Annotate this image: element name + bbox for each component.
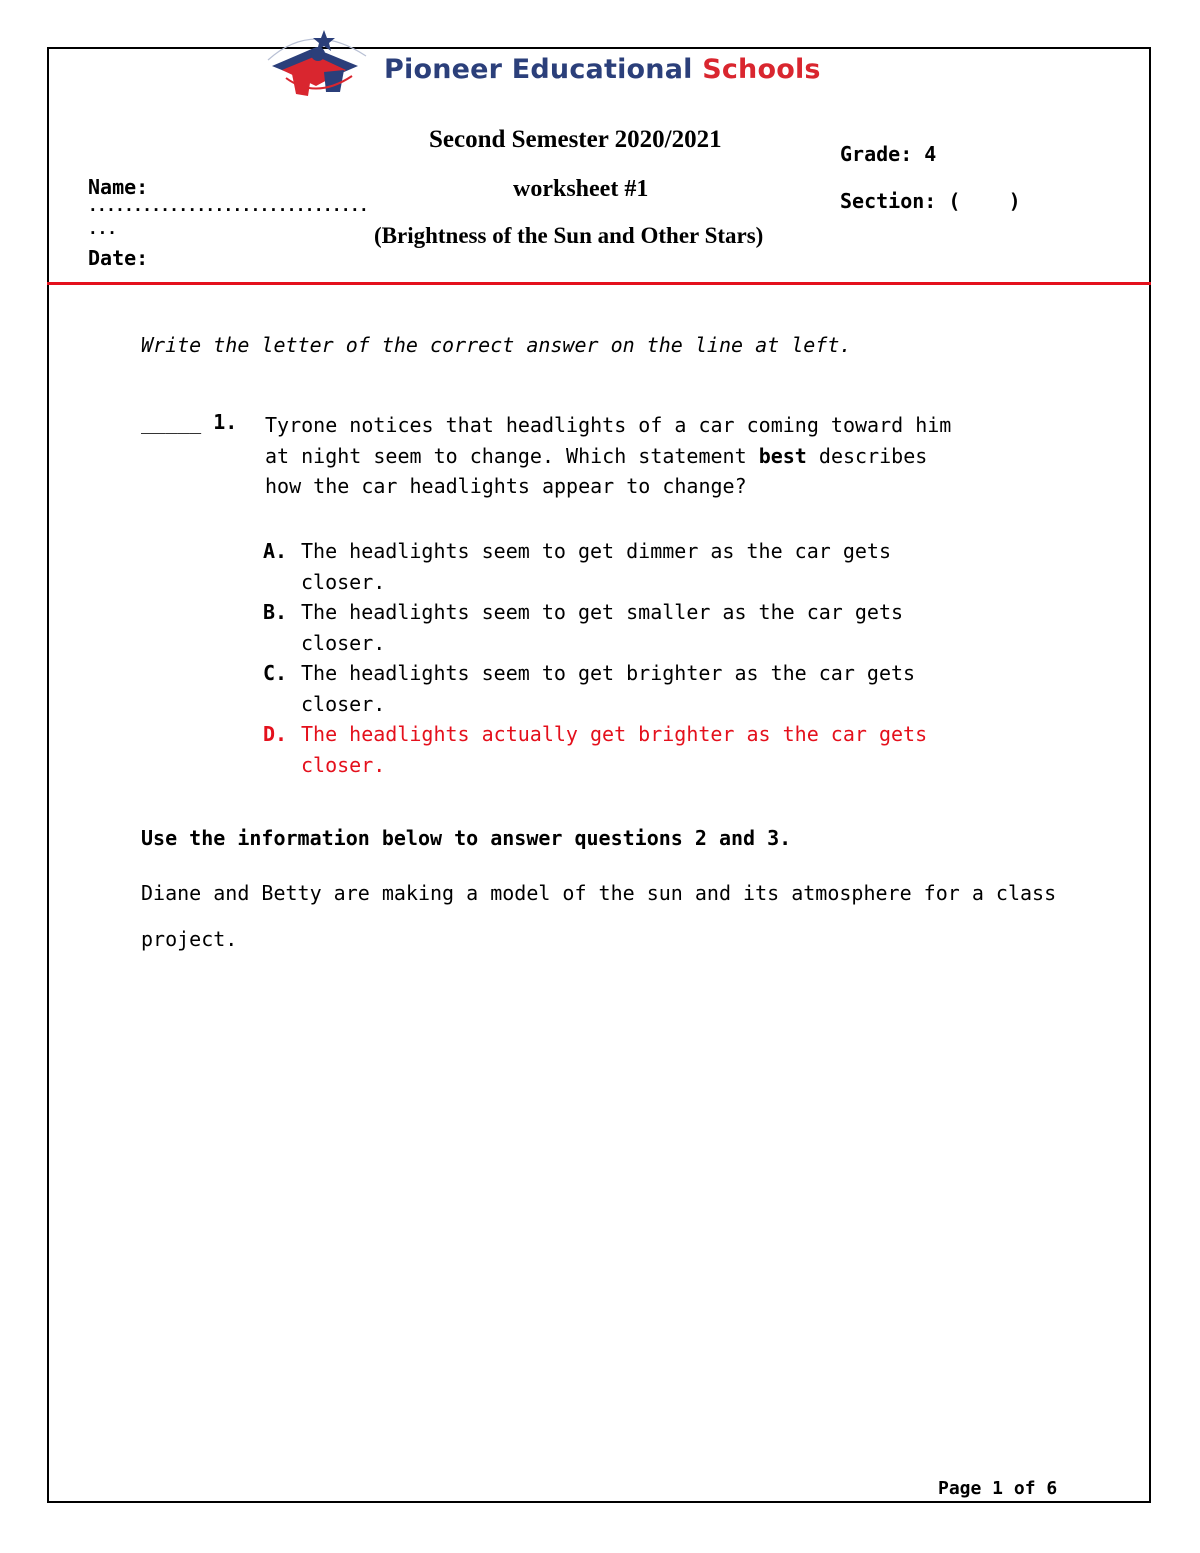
- answer-options: [263, 536, 963, 780]
- info-heading: Use the information below to answer questions 2 and 3.: [141, 826, 792, 850]
- logo-emblem-icon: [262, 26, 374, 106]
- question-text-start: Tyrone notices that headlights of a car coming toward him at night seem to change. Which statement: [265, 413, 952, 468]
- semester-title: Second Semester 2020/2021: [429, 126, 722, 153]
- option-text: The headlights seem to get smaller as the car gets closer.: [301, 600, 904, 655]
- school-logo: [262, 26, 821, 106]
- date-label: Date:: [88, 246, 149, 270]
- instructions: Write the letter of the correct answer on the line at left.: [141, 333, 852, 357]
- option-text: The headlights seem to get brighter as the car gets closer.: [301, 661, 916, 716]
- answer-blank-line: [141, 410, 237, 434]
- worksheet-title: worksheet #1: [513, 176, 649, 202]
- answer-blank: _____: [141, 410, 202, 434]
- name-dots-line2: ...: [88, 219, 117, 238]
- logo-school-name: [384, 54, 821, 85]
- worksheet-topic: (Brightness of the Sun and Other Stars): [374, 223, 764, 248]
- question-text: [265, 410, 965, 502]
- name-label: Name:: [88, 175, 149, 199]
- option-letter: D.: [263, 722, 288, 746]
- option-b: [263, 597, 963, 658]
- option-text: The headlights seem to get dimmer as the car gets closer.: [301, 539, 892, 594]
- option-letter: C.: [263, 661, 288, 685]
- question-text-end: describes how the car headlights appear to change?: [265, 443, 928, 498]
- question-number: 1.: [213, 410, 238, 434]
- info-paragraph: Diane and Betty are making a model of the sun and its atmosphere for a class project.: [141, 881, 1057, 951]
- logo-name-part1: Pioneer Educational: [384, 54, 693, 85]
- section-label: Section: ( ): [840, 189, 1021, 213]
- logo-name-part2: Schools: [702, 54, 821, 85]
- header-divider: [47, 282, 1151, 285]
- option-text: The headlights actually get brighter as the car gets closer.: [301, 722, 928, 777]
- option-a: [263, 536, 963, 597]
- page-number: Page 1 of 6: [938, 1478, 1058, 1499]
- grade-label: Grade: 4: [840, 142, 937, 166]
- name-dots-line1: ...............................: [88, 196, 369, 215]
- option-c: [263, 658, 963, 719]
- option-d-correct: [263, 719, 963, 780]
- option-letter: B.: [263, 600, 288, 624]
- question-text-emphasis: best: [758, 443, 807, 468]
- option-letter: A.: [263, 539, 288, 563]
